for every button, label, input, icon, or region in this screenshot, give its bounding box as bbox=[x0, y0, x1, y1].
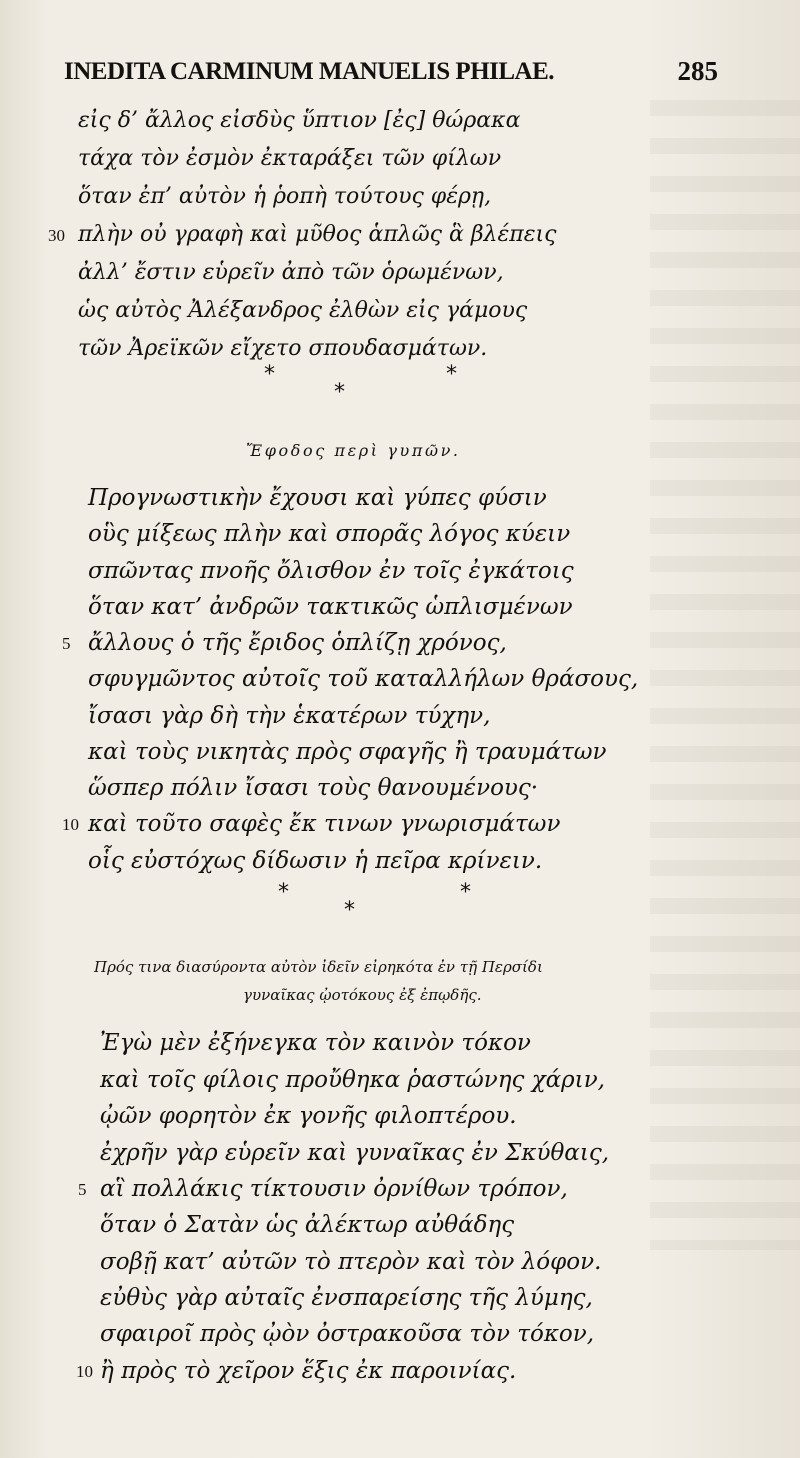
verse-line: ὡς αὐτὸς Ἀλέξανδρος ἐλθὼν εἰς γάμους bbox=[78, 298, 528, 323]
verse-line: ἐχρῆν γὰρ εὑρεῖν καὶ γυναῖκας ἐν Σκύθαις, bbox=[100, 1140, 610, 1166]
line-number: 10 bbox=[76, 1362, 93, 1381]
page-header bbox=[58, 54, 718, 94]
verse-line: τῶν Ἀρεϊκῶν εἴχετο σπουδασμάτων. bbox=[78, 336, 488, 361]
verse-line: σοβῇ κατ’ αὐτῶν τὸ πτερὸν καὶ τὸν λόφον. bbox=[100, 1249, 602, 1275]
verse-line: σπῶντας πνοῆς ὄλισθον ἐν τοῖς ἐγκάτοις bbox=[88, 558, 574, 584]
asterisk-mark: * bbox=[264, 362, 275, 387]
poem-title-continued: γυναῖκας ᾠοτόκους ἐξ ἐπῳδῆς. bbox=[243, 986, 482, 1004]
line-number: 30 bbox=[48, 226, 65, 245]
verse-line: Ἐγὼ μὲν ἐξήνεγκα τὸν καινὸν τόκον bbox=[100, 1030, 531, 1056]
line-number: 5 bbox=[78, 1180, 87, 1199]
verse-line: εὐθὺς γὰρ αὐταῖς ἐνσπαρείσης τῆς λύμης, bbox=[100, 1285, 593, 1311]
verse-line: οὓς μίξεως πλὴν καὶ σπορᾶς λόγος κύειν bbox=[88, 521, 571, 547]
verse-line: καὶ τοὺς νικητὰς πρὸς σφαγῆς ἢ τραυμάτων bbox=[88, 739, 607, 765]
running-title: INEDITA CARMINUM MANUELIS PHILAE. bbox=[64, 58, 555, 85]
poem-title: Ἔφοδος περὶ γυπῶν. bbox=[246, 441, 461, 460]
line-number: 5 bbox=[62, 634, 71, 653]
asterisk-mark: * bbox=[334, 380, 345, 405]
verse-line: ἴσασι γὰρ δὴ τὴν ἑκατέρων τύχην, bbox=[88, 703, 491, 729]
verse-line: οἷς εὐστόχως δίδωσιν ἡ πεῖρα κρίνειν. bbox=[88, 848, 543, 874]
verse-line: καὶ τοῦτο σαφὲς ἔκ τινων γνωρισμάτων bbox=[88, 811, 561, 837]
asterisk-mark: * bbox=[278, 880, 289, 905]
verse-line: ὥσπερ πόλιν ἴσασι τοὺς θανουμένους· bbox=[88, 775, 539, 801]
show-through-texture bbox=[650, 100, 800, 1250]
verse-line: πλὴν οὐ γραφὴ καὶ μῦθος ἁπλῶς ἃ βλέπεις bbox=[78, 222, 557, 247]
verse-line: σφαιροῖ πρὸς ᾠὸν ὀστρακοῦσα τὸν τόκον, bbox=[100, 1321, 595, 1347]
verse-line: σφυγμῶντος αὐτοῖς τοῦ καταλλήλων θράσους, bbox=[88, 666, 639, 692]
verse-line: ἀλλ’ ἔστιν εὑρεῖν ἀπὸ τῶν ὁρωμένων, bbox=[78, 260, 504, 285]
verse-line: ὅταν ὁ Σατὰν ὡς ἀλέκτωρ αὐθάδης bbox=[100, 1212, 515, 1238]
verse-line: Προγνωστικὴν ἔχουσι καὶ γύπες φύσιν bbox=[88, 485, 547, 511]
verse-line: ἄλλους ὁ τῆς ἔριδος ὁπλίζῃ χρόνος, bbox=[88, 630, 507, 656]
verse-line: ἢ πρὸς τὸ χεῖρον ἕξις ἐκ παροινίας. bbox=[100, 1358, 517, 1384]
asterisk-mark: * bbox=[344, 898, 355, 923]
asterisk-mark: * bbox=[446, 362, 457, 387]
line-number: 10 bbox=[62, 815, 79, 834]
verse-line: καὶ τοῖς φίλοις προὔθηκα ῥαστώνης χάριν, bbox=[100, 1067, 605, 1093]
verse-line: εἰς δ’ ἄλλος εἰσδὺς ὕπτιον [ἐς] θώρακα bbox=[78, 108, 521, 133]
verse-line: ᾠῶν φορητὸν ἐκ γονῆς φιλοπτέρου. bbox=[100, 1103, 517, 1129]
verse-line: αἳ πολλάκις τίκτουσιν ὀρνίθων τρόπον, bbox=[100, 1176, 568, 1202]
poem-title: Πρός τινα διασύροντα αὐτὸν ἰδεῖν εἰρηκότα ἐν τῇ Περσίδι bbox=[94, 958, 543, 976]
verse-line: ὅταν κατ’ ἀνδρῶν τακτικῶς ὡπλισμένων bbox=[88, 594, 573, 620]
asterisk-mark: * bbox=[460, 880, 471, 905]
verse-line: τάχα τὸν ἐσμὸν ἐκταράξει τῶν φίλων bbox=[78, 146, 502, 171]
page-number: 285 bbox=[677, 56, 718, 86]
verse-line: ὅταν ἐπ’ αὐτὸν ἡ ῥοπὴ τούτους φέρῃ, bbox=[78, 184, 492, 209]
